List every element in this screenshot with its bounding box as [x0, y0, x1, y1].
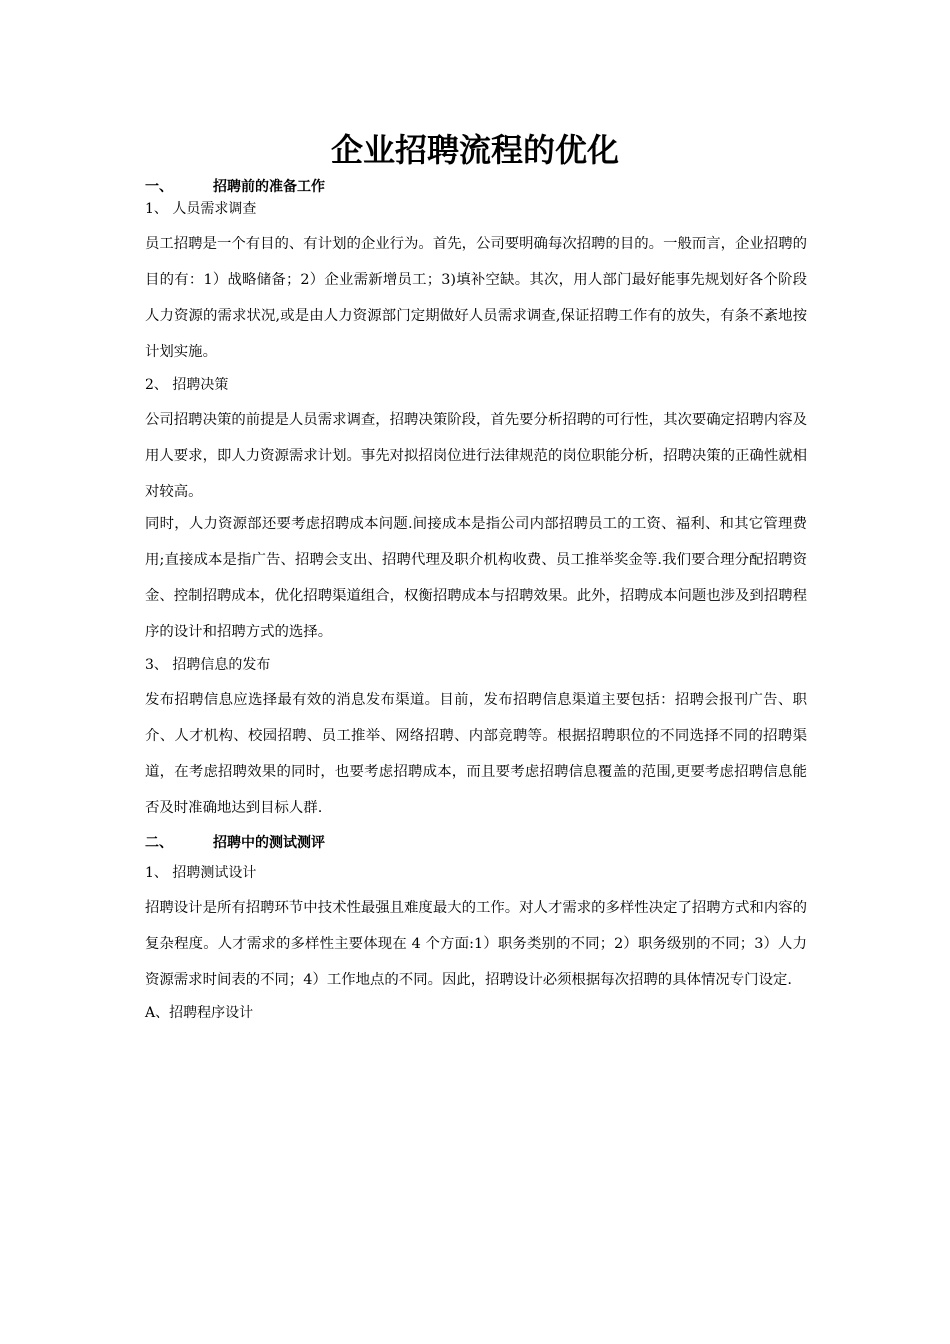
body-paragraph: 公司招聘决策的前提是人员需求调查，招聘决策阶段，首先要分析招聘的可行性，其次要确定招聘内容及用人要求，即人力资源需求计划。事先对拟招岗位进行法律规范的岗位职能分析，招聘决策的正确性就相对较高。 — [145, 412, 807, 500]
section-number: 一、 — [145, 179, 173, 195]
section-heading — [145, 176, 807, 198]
body-paragraph: 员工招聘是一个有目的、有计划的企业行为。首先，公司要明确每次招聘的目的。一般而言，企业招聘的目的有：1）战略储备；2）企业需新增员工；3)填补空缺。其次，用人部门最好能事先规划好各个阶段人力资源的需求状况,或是由人力资源部门定期做好人员需求调查,保证招聘工作有的放失，有条不紊地按计划实施。 — [145, 236, 807, 360]
body-paragraph: 招聘设计是所有招聘环节中技术性最强且难度最大的工作。对人才需求的多样性决定了招聘方式和内容的复杂程度。人才需求的多样性主要体现在 4 个方面:1）职务类别的不同；2）职务级别的不同；3）人力资源需求时间表的不同；4）工作地点的不同。因此，招聘设计必须根据每次招聘的具体情况专门设定. — [145, 900, 807, 988]
section-title: 招聘前的准备工作 — [213, 179, 325, 195]
subsection-heading: 1、 招聘测试设计 — [145, 865, 257, 881]
section-title: 招聘中的测试测评 — [213, 835, 325, 851]
section-heading — [145, 832, 807, 854]
body-paragraph: 同时，人力资源部还要考虑招聘成本问题.间接成本是指公司内部招聘员工的工资、福利、和其它管理费用;直接成本是指广告、招聘会支出、招聘代理及职介机构收费、员工推举奖金等.我们要合理分配招聘资金、控制招聘成本，优化招聘渠道组合，权衡招聘成本与招聘效果。此外，招聘成本问题也涉及到招聘程序的设计和招聘方式的选择。 — [145, 516, 807, 640]
body-paragraph: 发布招聘信息应选择最有效的消息发布渠道。目前，发布招聘信息渠道主要包括：招聘会报刊广告、职介、人才机构、校园招聘、员工推举、网络招聘、内部竞聘等。根据招聘职位的不同选择不同的招聘渠道，在考虑招聘效果的同时，也要考虑招聘成本，而且要考虑招聘信息覆盖的范围,更要考虑招聘信息能否及时准确地达到目标人群. — [145, 692, 807, 816]
subsection-heading: 1、 人员需求调查 — [145, 201, 257, 217]
document-body — [145, 176, 807, 1030]
section-number: 二、 — [145, 835, 173, 851]
subsection-heading: 2、 招聘决策 — [145, 377, 229, 393]
subsection-heading: A、招聘程序设计 — [145, 1005, 254, 1021]
document-title: 企业招聘流程的优化 — [330, 131, 619, 169]
subsection-heading: 3、 招聘信息的发布 — [145, 657, 271, 673]
